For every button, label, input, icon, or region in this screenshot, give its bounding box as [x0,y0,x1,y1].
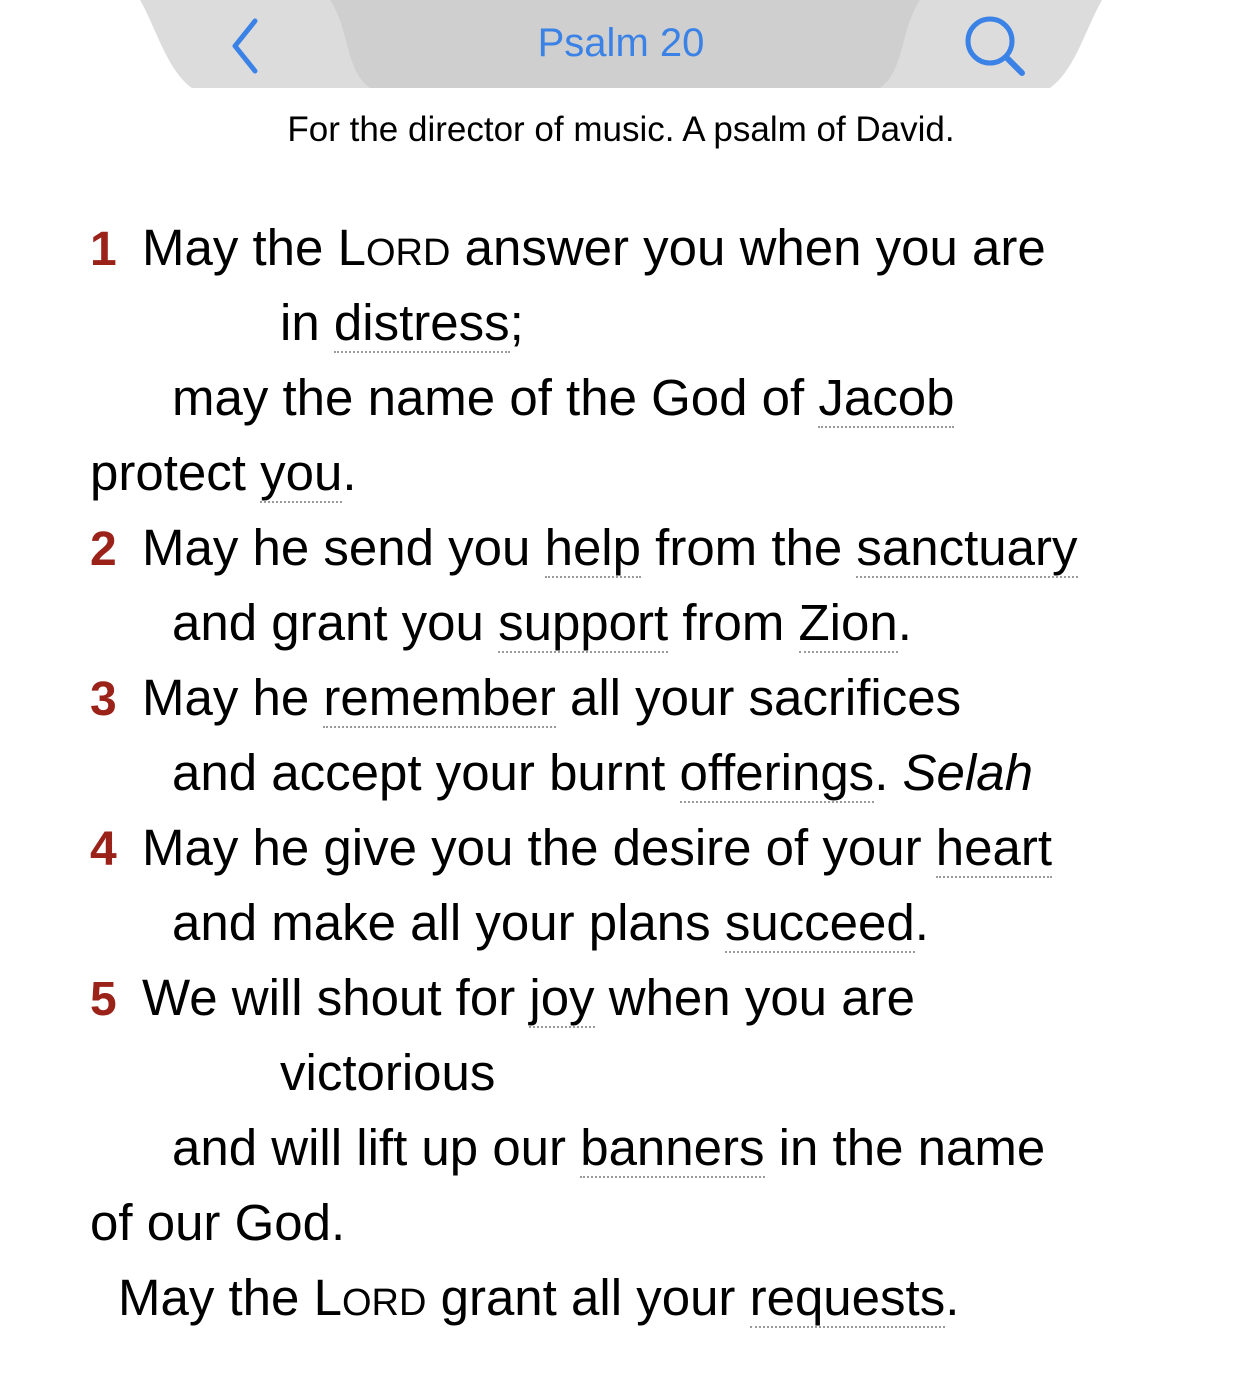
verse-1-line-4 [90,435,1230,510]
text: from [668,594,799,651]
header-tab [140,0,1102,88]
text: ORD [341,1282,427,1324]
text: . [914,894,929,951]
text: We will shout for [142,969,530,1026]
word-link-heart[interactable]: heart [935,819,1053,876]
verse-3-line-2 [90,735,1230,810]
word-link-joy[interactable]: joy [529,969,595,1026]
verse-4-line-2 [90,885,1230,960]
verse-1-line-2 [90,285,1230,360]
verse-1-line-1 [90,210,1230,285]
text: . [342,444,357,501]
word-link-sanctuary[interactable]: sanctuary [856,519,1078,576]
word-link-jacob[interactable]: Jacob [818,369,955,426]
text: and will lift up our [172,1119,581,1176]
text: and make all your plans [172,894,725,951]
search-button[interactable] [955,14,1035,78]
text: in [280,294,334,351]
text: all your sacrifices [555,669,962,726]
verse-5-line-1 [90,960,1230,1035]
word-link-zion[interactable]: Zion [798,594,898,651]
text: victorious [280,1044,496,1101]
word-link-requests[interactable]: requests [749,1269,946,1326]
word-link-help[interactable]: help [544,519,641,576]
word-link-banners[interactable]: banners [580,1119,765,1176]
search-icon [960,11,1030,81]
word-link-remember[interactable]: remember [323,669,556,726]
text: ORD [365,232,451,274]
verse-5-line-3 [90,1110,1230,1185]
verse-number: 4 [90,823,117,876]
text: May the [118,1269,314,1326]
word-link-support[interactable]: support [498,594,669,651]
verse-number: 1 [90,223,117,276]
text: May he give you the desire of your [142,819,936,876]
text: . [945,1269,960,1326]
word-link-you[interactable]: you [260,444,343,501]
text: May he send you [142,519,545,576]
text: ; [509,294,524,351]
text: of our God. [90,1194,346,1251]
text: from the [641,519,857,576]
text: L [337,219,366,276]
verse-1-line-3 [90,360,1230,435]
verse-2-line-1 [90,510,1230,585]
verse-number: 5 [90,973,117,1026]
verse-number: 2 [90,523,117,576]
text: . [897,594,912,651]
page-title: Psalm 20 [537,21,705,65]
verse-number: 3 [90,673,117,726]
text: when you are [594,969,915,1026]
word-link-offerings[interactable]: offerings [679,744,875,801]
psalm-text [90,210,1230,1335]
selah: Selah [902,744,1033,801]
text: and accept your burnt [172,744,680,801]
text: and grant you [172,594,499,651]
text: grant all your [426,1269,750,1326]
lord-small-caps [338,219,451,276]
text: May the [142,219,338,276]
text: . [874,744,903,801]
verse-5-line-5 [90,1260,1230,1335]
verse-4-line-1 [90,810,1230,885]
word-link-succeed[interactable]: succeed [724,894,915,951]
text: may the name of the God of [172,369,819,426]
text: answer you when you are [450,219,1046,276]
psalm-superscription: For the director of music. A psalm of David. [287,110,955,149]
text: in the name [764,1119,1046,1176]
verse-5-line-4 [90,1185,1230,1260]
verse-3-line-1 [90,660,1230,735]
lord-small-caps [314,1269,427,1326]
text: L [313,1269,342,1326]
text: protect [90,444,261,501]
word-link-distress[interactable]: distress [333,294,510,351]
verse-5-line-2 [90,1035,1230,1110]
verse-2-line-2 [90,585,1230,660]
text: May he [142,669,324,726]
